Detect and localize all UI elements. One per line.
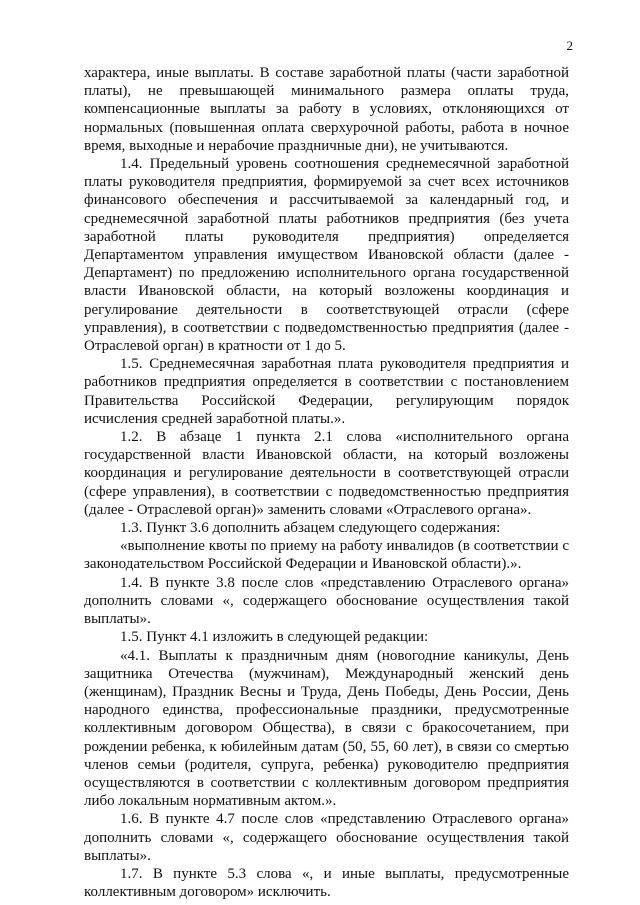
page-number: 2 (566, 38, 573, 53)
paragraph-amend-1-2: 1.2. В абзаце 1 пункта 2.1 слова «исполнительного органа государственной власти Ивановской области, на который возложены координация и регулирование деятельности в соответствующей отрасли (сфере управления), в соответствии с подведомственностью предприятия (далее - Отраслевой орган)» заменить словами «Отраслевого органа». (84, 429, 569, 518)
paragraph-quote-4-1: «4.1. Выплаты к праздничным дням (новогодние каникулы, День защитника Отечества (мужчинам), Международный женский день (женщинам), Праздник Весны и Труда, День Победы, День России, День народного единства, профессиональные праздники, предусмотренные коллективным договором Общества), в связи с бракосочетанием, при рождении ребенка, к юбилейным датам (50, 55, 60 лет), в связи со смертью членов семьи (родителя, супруга, ребенка) руководителю предприятия осуществляются в соответствии с коллективным договором предприятия либо локальным нормативным актом.». (84, 647, 569, 810)
paragraph-amend-1-4: 1.4. В пункте 3.8 после слов «представлению Отраслевого органа» дополнить словами «, содержащего обоснование осуществления такой выплаты». (84, 574, 569, 628)
paragraph-quote-quota: «выполнение квоты по приему на работу инвалидов (в соответствии с законодательством Российской Федерации и Ивановской области).». (84, 538, 569, 573)
paragraph-1-4-ratio-limit: 1.4. Предельный уровень соотношения среднемесячной заработной платы руководителя предприятия, формируемой за счет всех источников финансового обеспечения и рассчитываемой за календарный год, и среднемесячной заработной платы работников предприятия (без учета заработной платы руководителя предприятия) определяется Департаментом управления имуществом Ивановской области (далее - Департамент) по предложению исполнительного органа государственной власти Ивановской области, на который возложены координация и регулирование деятельности в соответствующей отрасли (сфере управления), в соответствии с подведомственностью предприятия (далее - Отраслевой орган) в кратности от 1 до 5. (84, 156, 569, 355)
document-body (84, 64, 569, 901)
paragraph-continuation: характера, иные выплаты. В составе заработной платы (части заработной платы), не превышающей минимального размера оплаты труда, компенсационные выплаты за работу в условиях, отклоняющихся от нормальных (повышенная оплата сверхурочной работы, работа в ночное время, выходные и нерабочие праздничные дни), не учитываются. (84, 65, 569, 154)
paragraph-amend-1-3: 1.3. Пункт 3.6 дополнить абзацем следующего содержания: (120, 520, 501, 537)
paragraph-amend-1-5: 1.5. Пункт 4.1 изложить в следующей редакции: (120, 629, 429, 646)
paragraph-amend-1-7: 1.7. В пункте 5.3 слова «, и иные выплаты, предусмотренные коллективным договором» исключить. (84, 865, 569, 901)
paragraph-1-5-average-salary: 1.5. Среднемесячная заработная плата руководителя предприятия и работников предприятия определяется в соответствии с постановлением Правительства Российской Федерации, регулирующим порядок исчисления средней заработной платы.». (84, 356, 569, 427)
paragraph-amend-1-6: 1.6. В пункте 4.7 после слов «представлению Отраслевого органа» дополнить словами «, содержащего обоснование осуществления такой выплаты». (84, 811, 569, 864)
